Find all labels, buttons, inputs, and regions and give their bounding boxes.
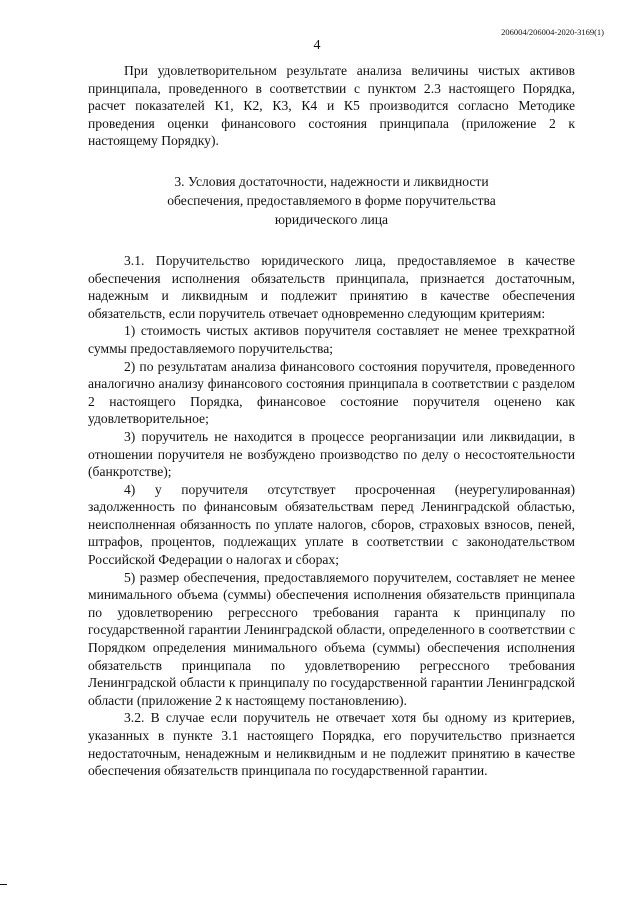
section-title: 3. Условия достаточности, надежности и ликвидности обеспечения, предоставляемого в форме поручительства юридического лица: [167, 173, 496, 227]
document-id: 206004/206004-2020-3169(1): [501, 27, 604, 37]
paragraph-3-1: 3.1. Поручительство юридического лица, предоставляемое в качестве обеспечения исполнения обязательств принципала, признается достаточным, надежным и ликвидным и подлежит принятию в качестве обеспечения обязательств, если поручитель отвечает одновременно следующим критериям:: [88, 252, 575, 321]
criterion-1: 1) стоимость чистых активов поручителя составляет не менее трехкратной суммы предоставляемого поручительства;: [88, 323, 575, 356]
page-number: 4: [313, 38, 321, 53]
criterion-4: 4) у поручителя отсутствует просроченная (неурегулированная) задолженность по финансовым обязательствам перед Ленинградской областью, неисполненная обязанность по уплате налогов, сборов, страховых взносов, пеней, штрафов, процентов, подлежащих уплате в соответствии с законодательством Российской Федерации о налогах и сборах;: [88, 481, 575, 568]
document-body: [88, 62, 575, 780]
margin-mark: [0, 884, 7, 885]
paragraph-3-2: 3.2. В случае если поручитель не отвечает хотя бы одному из критериев, указанных в пункте 3.1 настоящего Порядка, его поручительство признается недостаточным, ненадежным и неликвидным и не подлежит принятию в качестве обеспечения обязательств принципала по государственной гарантии.: [88, 710, 575, 779]
criterion-5: 5) размер обеспечения, предоставляемого поручителем, составляет не менее минимального объема (суммы) обеспечения исполнения обязательств принципала по удовлетворению регрессного требования гаранта к принципалу по государственной гарантии Ленинградской области, определенного в соответствии с Порядком определения минимального объема (суммы) обеспечения исполнения обязательств принципала по удовлетворению регрессного требования Ленинградской области к принципалу по государственной гарантии Ленинградской области (приложение 2 к настоящему постановлению).: [88, 569, 575, 708]
criterion-2: 2) по результатам анализа финансового состояния поручителя, проведенного аналогично анализу финансового состояния принципала в соответствии с разделом 2 настоящего Порядка, финансовое состояние поручителя оценено как удовлетворительное;: [88, 358, 575, 427]
criterion-3: 3) поручитель не находится в процессе реорганизации или ликвидации, в отношении поручителя не возбуждено производство по делу о несостоятельности (банкротстве);: [88, 428, 575, 480]
intro-paragraph: При удовлетворительном результате анализа величины чистых активов принципала, проведенного в соответствии с пунктом 2.3 настоящего Порядка, расчет показателей К1, К2, К3, К4 и К5 производится согласно Методике проведения оценки финансового состояния принципала (приложение 2 к настоящему Порядку).: [88, 63, 575, 149]
